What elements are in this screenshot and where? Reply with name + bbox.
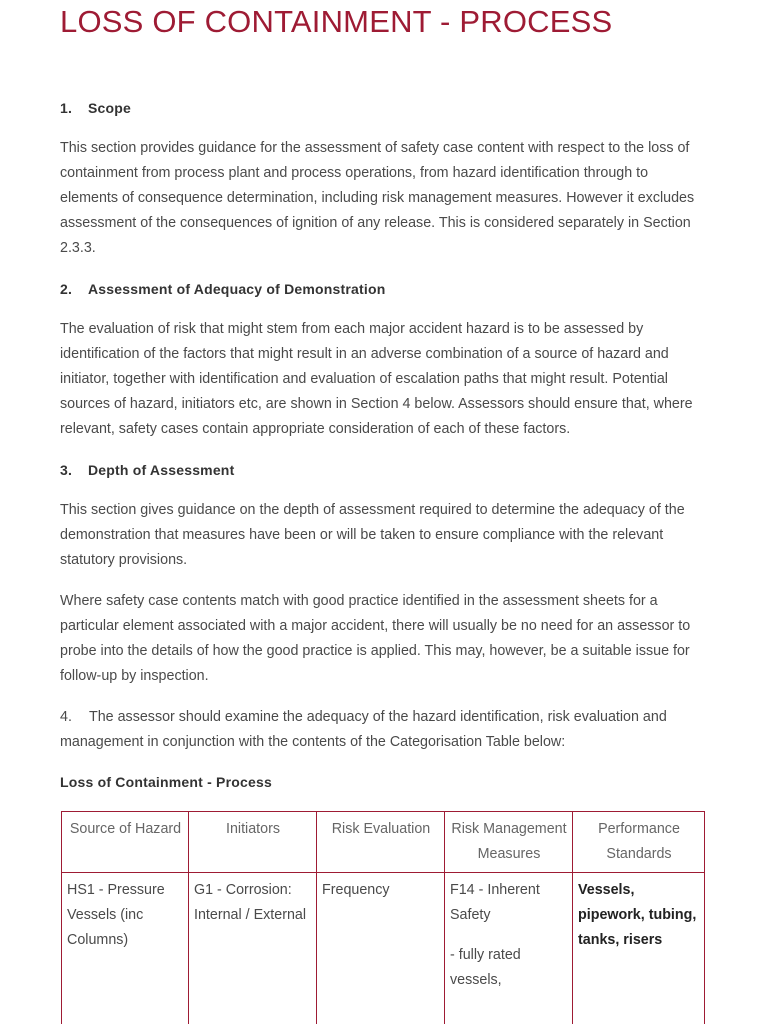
categorisation-table <box>61 811 705 1024</box>
item-4-number: 4. <box>60 709 72 725</box>
risk-management-line-1: F14 - Inherent Safety <box>450 882 540 923</box>
section-3-paragraph-2: Where safety case contents match with good practice identified in the assessment sheets for a particular element associated with a major accident, there will usually be no need for an assessor to probe into the details of how the good practice is applied. This may, however, be a suitable issue for follow-up by inspection. <box>60 593 691 684</box>
header-risk-management-measures: Risk Management Measures <box>445 812 573 873</box>
section-2-number: 2. <box>60 281 73 297</box>
section-2-title: Assessment of Adequacy of Demonstration <box>88 281 386 297</box>
section-3-title: Depth of Assessment <box>88 462 235 478</box>
header-source-of-hazard: Source of Hazard <box>62 812 189 873</box>
section-1-number: 1. <box>60 100 73 116</box>
header-performance-standards: Performance Standards <box>573 812 705 873</box>
cell-performance-standards: Vessels, pipework, tubing, tanks, risers <box>573 873 705 1024</box>
cell-risk-evaluation: Frequency <box>317 873 445 1024</box>
section-2-paragraph: The evaluation of risk that might stem from each major accident hazard is to be assessed by identification of the factors that might result in an adverse combination of a source of hazard and initiator, together with identification and evaluation of escalation paths that might result. Potential sources of hazard, initiators etc, are shown in Section 4 below. Assessors should ensure that, where relevant, safety cases contain appropriate consideration of each of these factors. <box>60 321 693 437</box>
page-title: LOSS OF CONTAINMENT - PROCESS <box>60 4 613 39</box>
section-1-paragraph: This section provides guidance for the assessment of safety case content with respect to the loss of containment from process plant and process operations, from hazard identification through to elements of consequence determination, including risk management measures. However it excludes assessment of the consequences of ignition of any release. This is considered separately in Section 2.3.3. <box>60 140 695 256</box>
section-1-title: Scope <box>88 100 132 116</box>
table-header-row <box>62 812 705 873</box>
section-3-paragraph-1: This section gives guidance on the depth of assessment required to determine the adequacy of the demonstration that measures have been or will be taken to ensure compliance with the relevant statutory provisions. <box>60 502 685 568</box>
item-4-text: The assessor should examine the adequacy of the hazard identification, risk evaluation and management in conjunction with the contents of the Categorisation Table below: <box>60 709 667 750</box>
section-3-heading <box>60 462 234 478</box>
section-1-heading <box>60 100 131 116</box>
section-2-heading <box>60 281 385 297</box>
risk-management-line-2: - fully rated vessels, <box>450 947 521 988</box>
cell-source-of-hazard: HS1 - Pressure Vessels (inc Columns) <box>62 873 189 1024</box>
item-4-paragraph <box>60 705 710 755</box>
header-risk-evaluation: Risk Evaluation <box>317 812 445 873</box>
table-caption: Loss of Containment - Process <box>60 774 272 790</box>
header-initiators: Initiators <box>189 812 317 873</box>
table-row <box>62 873 705 1024</box>
section-3-number: 3. <box>60 462 73 478</box>
cell-risk-management <box>445 873 573 1024</box>
cell-initiators: G1 - Corrosion: Internal / External <box>189 873 317 1024</box>
